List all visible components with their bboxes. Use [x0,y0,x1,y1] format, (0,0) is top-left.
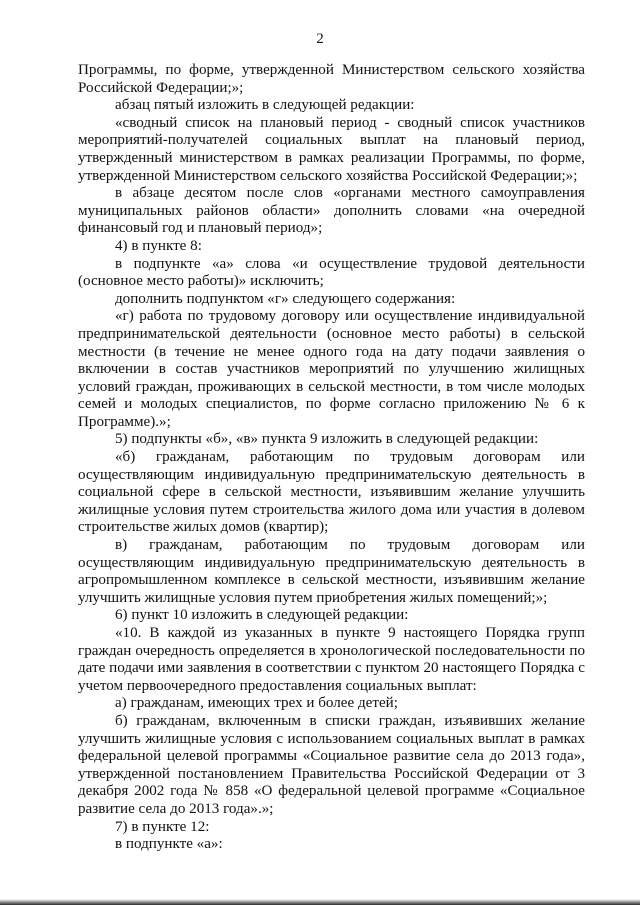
paragraph-quote-item-10: «10. В каждой из указанных в пункте 9 настоящего Порядка групп граждан очередность определяется в хронологической последовательности по дате подачи ими заявления в соответствии с пунктом 20 настоящего Порядка с учетом первоочередного предоставления социальных выплат: [78,625,585,694]
paragraph-quote-subitem-b: «б) гражданам, работающим по трудовым договорам или осуществляющим индивидуальную предпринимательскую деятельность в социальной сфере в сельской местности, изъявившим желание улучшить жилищные условия путем строительства жилого дома или участия в долевом строительстве жилых домов (квартир); [78,449,585,536]
paragraph-subitem-a: а) гражданам, имеющих трех и более детей; [115,695,398,712]
paragraph-item-7: 7) в пункте 12: [115,818,210,835]
scan-bottom-edge [0,899,640,905]
paragraph-quote-svodny-spisok: «сводный список на плановый период - сводный список участников мероприятий-получателей социальных выплат на плановый период, утвержденный министерством в рамках реализации Программы, по форме, утвержденной Министерством сельского хозяйства Российской Федерации;»; [78,114,585,184]
paragraph-instruction: дополнить подпунктом «г» следующего содержания: [115,290,456,307]
paragraph-instruction: в подпункте «а» слова «и осуществление трудовой деятельности (основное место работы)» исключить; [78,255,585,290]
document-body [78,62,585,854]
paragraph-item-6: 6) пункт 10 изложить в следующей редакции: [115,607,409,624]
paragraph-quote-subitem-v: в) гражданам, работающим по трудовым договорам или осуществляющим индивидуальную предпринимательскую деятельность в агропромышленном комплексе в сельской местности, изъявившим желание улучшить жилищные условия путем приобретения жилых помещений;»; [78,537,585,606]
paragraph-instruction: абзац пятый изложить в следующей редакции: [115,97,415,114]
paragraph-subitem-b: б) гражданам, включенным в списки граждан, изъявивших желание улучшить жилищные условия с использованием социальных выплат в рамках федеральной целевой программы «Социальное развитие села до 2013 года», утвержденной постановлением Правительства Российской Федерации от 3 декабря 2002 года № 858 «О федеральной целевой программе «Социальное развитие села до 2013 года».»; [78,712,585,817]
paragraph-continuation: Программы, по форме, утвержденной Министерством сельского хозяйства Российской Федерации;»; [78,62,585,96]
paragraph-item-4: 4) в пункте 8: [115,237,202,254]
page-number: 2 [316,31,324,47]
paragraph-quote-subitem-g: «г) работа по трудовому договору или осуществление индивидуальной предпринимательской деятельности (основное место работы) в сельской местности (в течение не менее одного года на дату подачи заявления о включении в состав участников мероприятий по улучшению жилищных условий граждан, проживающих в сельской местности, в том числе молодых семей и молодых специалистов, по форме согласно приложению № 6 к Программе).»; [78,308,585,430]
paragraph-instruction: в подпункте «а»: [115,836,223,853]
paragraph-instruction: в абзаце десятом после слов «органами местного самоуправления муниципальных районов области» дополнить словами «на очередной финансовый год и плановый период»; [78,185,585,237]
paragraph-item-5: 5) подпункты «б», «в» пункта 9 изложить в следующей редакции: [115,431,539,448]
